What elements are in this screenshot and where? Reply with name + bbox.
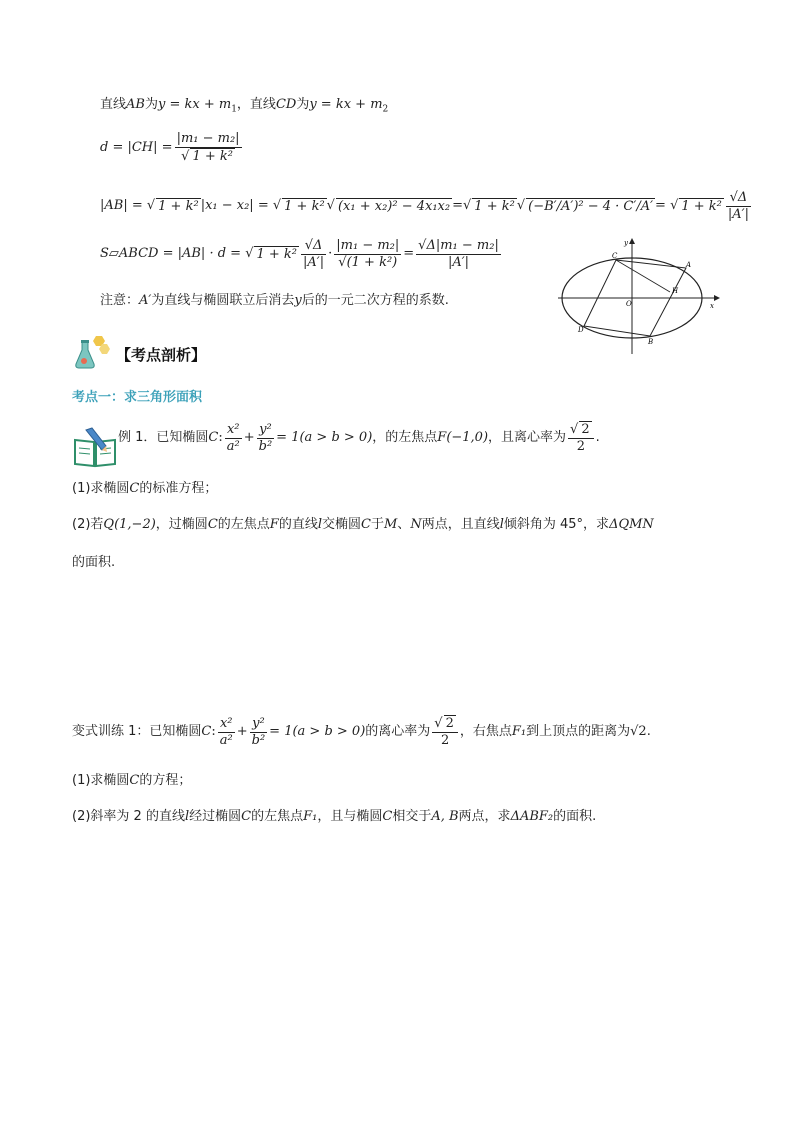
math-focus: F₁ <box>511 724 527 739</box>
text: 的面积. <box>553 809 597 824</box>
math-y: y <box>294 293 302 308</box>
math-l: l <box>499 517 504 532</box>
example-lead: 例 1．已知椭圆 <box>118 430 209 445</box>
text: 交椭圆 <box>322 517 362 532</box>
text: . <box>646 724 651 739</box>
math-c: C <box>129 773 140 788</box>
math-cond: = 1(a > b > 0) <box>269 724 366 739</box>
section-title: 【考点剖析】 <box>116 346 207 364</box>
math-c: C <box>241 809 252 824</box>
fraction-y2b2: $\frac{\text{y²}}{\text{b²}}$ <box>258 421 273 454</box>
label-h: H <box>672 287 679 295</box>
math-ab-lhs: |AB| = <box>100 198 143 213</box>
math-cond: = 1(a > b > 0) <box>276 430 373 445</box>
text: 的直线 <box>278 517 318 532</box>
topic-title: 考点一：求三角形面积 <box>72 390 203 405</box>
label-a: A <box>686 261 692 269</box>
math-eq: = <box>403 246 415 261</box>
formula-line-lines: 直线AB为y = kx + $m_1$，直线CD为y = kx + $m_2$ <box>100 97 389 115</box>
text: ，右焦点 <box>459 724 512 739</box>
text: 的左焦点 <box>251 809 304 824</box>
text: ，过椭圆 <box>155 517 208 532</box>
math-m: M <box>383 517 398 532</box>
math-triangle: ΔQMN <box>609 517 654 532</box>
text: 为 <box>296 97 310 112</box>
math-eq: = <box>655 198 666 213</box>
math-focus: F(−1,0) <box>437 430 489 445</box>
note-label: 注意： <box>100 293 140 308</box>
label-b: B <box>648 338 654 346</box>
text: ，且与椭圆 <box>317 809 383 824</box>
formula-area: S▱ABCD = |AB| · d = √ 1 + k² $\frac{√\Delta}{|A'|}$ · $\frac{\text{|m₁ − m₂|}}{\text{√(1 + k²)}}$ = $\frac{\text{√Δ|m₁ − m₂|}}{|A'|}$ <box>100 237 499 270</box>
text: 的离心率为 <box>365 724 431 739</box>
note-line <box>100 292 449 310</box>
math-q: Q(1,−2) <box>103 517 156 532</box>
formula-distance <box>100 130 244 166</box>
fraction-y2b2: $\frac{\text{y²}}{\text{b²}}$ <box>251 715 266 748</box>
label-x: x <box>710 302 714 310</box>
math-line-cd: y = kx + m <box>309 97 383 112</box>
text: 两点，且直线 <box>421 517 500 532</box>
text: 、 <box>397 517 411 532</box>
frac-den: |A′| <box>447 254 470 270</box>
math-c: C <box>201 724 212 739</box>
text: ，直线 <box>236 97 276 112</box>
math-l: l <box>317 517 322 532</box>
label-d: D <box>578 326 584 334</box>
text: (2)斜率为 2 的直线 <box>72 809 185 824</box>
text: . <box>595 430 600 445</box>
note-text: 后的一元二次方程的系数. <box>301 293 449 308</box>
math-ab: AB <box>126 97 145 112</box>
ellipse-diagram <box>558 236 726 356</box>
math-ab-part2: (x₁ + x₂)² − 4x₁x₂ <box>337 198 451 214</box>
example1-part1 <box>72 480 217 498</box>
math-cd: CD <box>275 97 297 112</box>
fraction-sqrt2-2: $\frac{√ 2}{2}$ <box>568 421 594 455</box>
math-c: C <box>207 517 218 532</box>
frac-den: |A′| <box>303 254 325 270</box>
math-s-lhs: S▱ABCD = |AB| · d = <box>100 246 242 261</box>
math-distance: √2 <box>630 724 647 739</box>
text: ，的左焦点 <box>372 430 438 445</box>
frac-den: √(1 + k²) <box>338 254 398 270</box>
frac-num: |m₁ − m₂| <box>176 131 240 146</box>
example1-statement: 例 1．已知椭圆 C : $\frac{\text{x²}}{\text{a²}}$ + $\frac{\text{y²}}{\text{b²}}$ = 1(a > b > 0) ，的左焦点 F(−1,0) ，且离心率为 $\frac{√ 2}{2}$ . <box>118 421 600 454</box>
fraction-x2a2: $\frac{\text{x²}}{\text{a²}}$ <box>219 715 233 748</box>
fraction-sqrt2-2: $\frac{√ 2}{2}$ <box>432 715 458 749</box>
math-c: C <box>382 809 393 824</box>
label-y: y <box>624 239 628 247</box>
example1-part2 <box>72 516 654 534</box>
math-n: N <box>410 517 422 532</box>
math-c: C <box>208 430 219 445</box>
frac-num: √Δ <box>301 238 326 255</box>
text: 倾斜角为 45°，求 <box>503 517 610 532</box>
text: 直线 <box>100 97 127 112</box>
fraction-d: $\frac{\text{|m₁ − m₂|}}{\text{√ 1 + k²}}$ <box>176 131 240 164</box>
example1-part2-end: 的面积. <box>72 555 116 570</box>
variant1-statement: 变式训练 1：已知椭圆 C : $\frac{\text{x²}}{\text{a²}}$ + $\frac{\text{y²}}{\text{b²}}$ = 1(a > b > 0) 的离心率为 $\frac{√ 2}{2}$ ，右焦点 F₁ 到上顶点的距离为 √2 . <box>72 715 651 748</box>
fraction-s2 <box>334 238 401 271</box>
variant1-part1 <box>72 772 191 790</box>
book-pencil-icon <box>72 426 118 468</box>
note-text: 为直线与椭圆联立后消去 <box>151 293 295 308</box>
text: (2)若 <box>72 517 104 532</box>
math-c: C <box>361 517 371 532</box>
math-colon: : <box>211 724 216 739</box>
math-line-ab: y = kx + m <box>157 97 232 112</box>
text: (1)求椭圆 <box>72 773 130 788</box>
math-f1: F₁ <box>303 809 318 824</box>
formula-chord-length: |AB| = √ 1 + k² |x₁ − x₂| = √ 1 + k² √ (x₁ + x₂)² − 4x₁x₂ = √ 1 + k² √ (−B′/A′)² − 4 · C′/A′ = √ 1 + k² $\frac{√\Delta}{|A'|}$ <box>100 189 750 222</box>
label-origin: O <box>626 300 632 308</box>
x-axis-arrow <box>714 295 720 301</box>
fraction-x2a2: $\frac{\text{x²}}{\text{a²}}$ <box>226 421 240 454</box>
math-a-prime: A′ <box>139 293 152 308</box>
text: 相交于 <box>392 809 432 824</box>
text: 于 <box>370 517 384 532</box>
math-f: F <box>269 517 279 532</box>
variant1-part2 <box>72 808 596 826</box>
label-c: C <box>612 252 618 260</box>
math-ab-inner: (−B′/A′)² − 4 · C′/A′ <box>528 198 654 214</box>
math-d-lhs: d = |CH| = <box>100 140 173 155</box>
text: (1)求椭圆 <box>72 481 130 496</box>
math-l: l <box>184 809 190 824</box>
frac-num: √Δ|m₁ − m₂| <box>418 237 499 253</box>
math-ab-part1: |x₁ − x₂| = <box>200 198 269 213</box>
math-c: C <box>129 481 140 496</box>
fraction-s3 <box>416 238 501 271</box>
text: 的标准方程； <box>139 481 218 496</box>
math-triangle: ΔABF₂ <box>510 809 554 824</box>
text: 为 <box>144 97 158 112</box>
fraction-ab-final <box>726 190 751 223</box>
fraction-s1 <box>301 238 326 271</box>
text: ，且离心率为 <box>488 430 567 445</box>
math-colon: : <box>218 430 223 445</box>
text: 两点，求 <box>458 809 511 824</box>
math-ab: A, B <box>431 809 459 824</box>
flask-icon <box>72 334 112 370</box>
math-eq: = <box>452 198 463 213</box>
y-axis-arrow <box>629 238 635 244</box>
frac-num: √Δ <box>726 190 751 207</box>
text: 经过椭圆 <box>189 809 242 824</box>
text: 的左焦点 <box>217 517 270 532</box>
frac-den: |A′| <box>727 206 750 222</box>
frac-den: 1 + k² <box>192 149 233 164</box>
variant-lead: 变式训练 1：已知椭圆 <box>72 724 202 739</box>
frac-num: |m₁ − m₂| <box>336 237 400 253</box>
text: 的方程； <box>139 773 192 788</box>
text: 到上顶点的距离为 <box>526 724 631 739</box>
